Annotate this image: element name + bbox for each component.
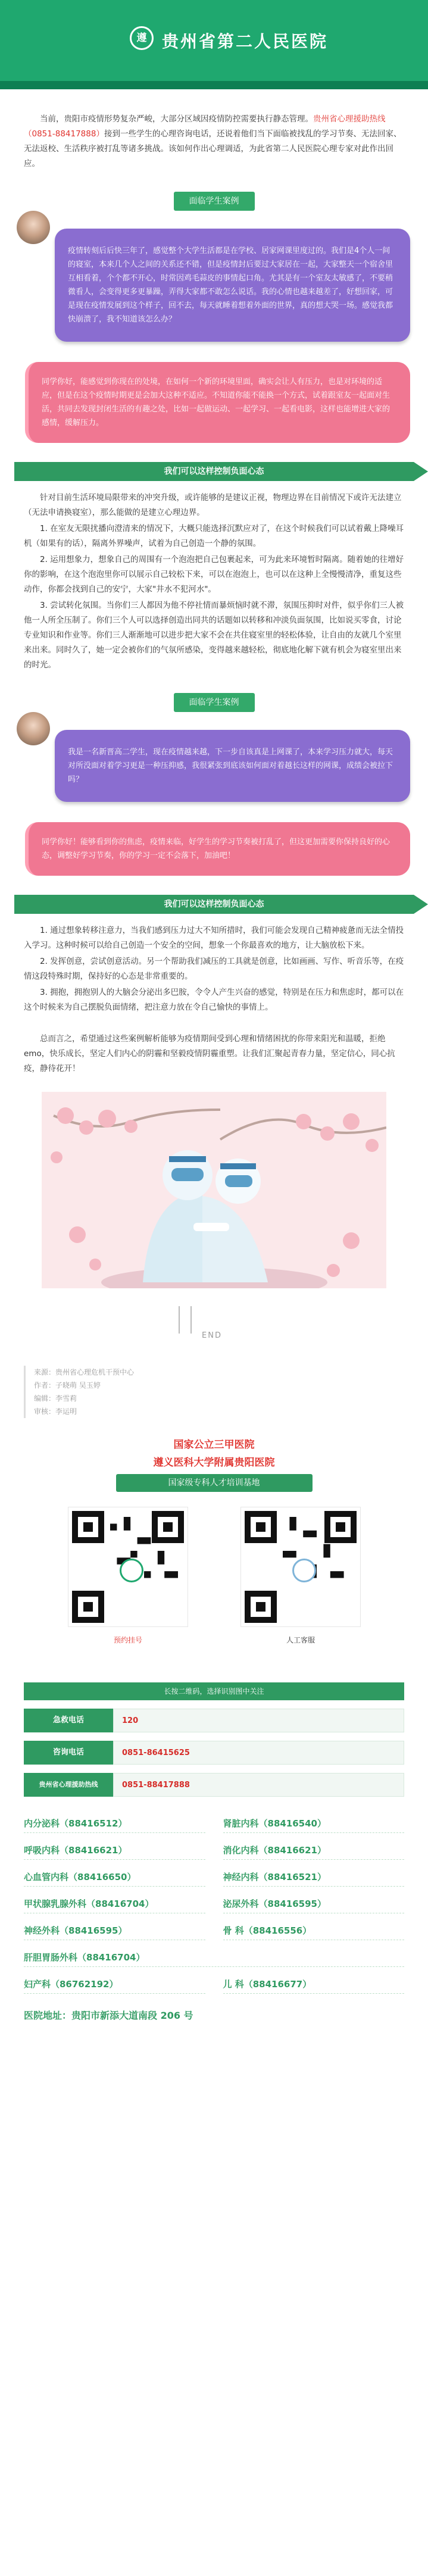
contact-phone[interactable]: 0851-86415625 (113, 1741, 404, 1765)
contact-phone[interactable]: 0851-88417888 (113, 1773, 404, 1797)
header-banner (0, 0, 428, 89)
contact-row-consult (24, 1741, 404, 1765)
dept-item: 内分泌科（88416512） (24, 1815, 205, 1833)
dept-item: 心血管内科（88416650） (24, 1868, 205, 1887)
case-tag-1: 面临学生案例 (174, 192, 255, 211)
dept-item: 儿 科（88416677） (223, 1975, 405, 1994)
dept-item: 肾脏内科（88416540） (223, 1815, 405, 1833)
intro-text-rest: 接到一些学生的心理咨询电话，还说着他们当下面临被找乱的学习节奏、无法回家、无法返校、生活秩序被打乱等诸多挑战。该如何作出心理调适，为此省第二人民医院心理专家对此作出回应。 (24, 129, 402, 168)
medical-staff-illustration (42, 1092, 386, 1288)
student-avatar (17, 211, 50, 244)
advice-paragraph: 2. 运用想象力，想象自己的周围有一个泡泡把自己包裹起来，可为此来环境暂时隔离。随着她的往增好你的影响，在这个泡泡里你可以展示自己较松下来，可以在泡泡上，也可以在这种上全慢慢清净，重复这些动作，你都会找到自己的安宁，大家"井水不犯河水"。 (24, 555, 404, 594)
header-stripe (0, 81, 428, 89)
doctor-bubble: 同学你好！能够看到你的焦虑，疫情来临，好学生的学习节奏被打乱了，但这更加需要你保持良好的心态，调整好学习节奏，你的学习一定不会落下，加油吧！ (25, 822, 410, 876)
qr-right-label: 人工客服 (286, 1636, 315, 1644)
doctor-bubble: 同学你好，能感觉到你现在的处境，在如何一个新的环境里面，确实会让人有压力，也是对环境的适应，但是在这个疫情时期更是会加大这种不适应。不知道你能不能换一个方式，试着跟室友一起面对生活，共同去发现封闭生活的有趣之处，比如一起做运动、一起学习、一起看电影，这样也能增进大家的感情，缓解压力。 (25, 362, 410, 443)
hotline-link[interactable]: 贵州省心理援助热线（0851-88417888） (24, 114, 386, 139)
dept-item: 神经外科（88416595） (24, 1922, 205, 1940)
case-tag-2: 面临学生案例 (174, 693, 255, 712)
qr-code-row (0, 1507, 428, 1675)
qr-left-label: 预约挂号 (113, 1636, 142, 1644)
footer-subtitle: 国家级专科人才培训基地 (116, 1474, 313, 1492)
contact-key: 急救电话 (24, 1709, 113, 1732)
intro (0, 89, 428, 171)
advice-block-1 (0, 481, 428, 673)
dept-item: 肝胆胃肠外科（88416704） (24, 1949, 404, 1967)
dept-item: 妇产科（86762192） (24, 1975, 205, 1994)
qr-avatar-icon (292, 1559, 316, 1582)
contact-key: 贵州省心理援助热线 (24, 1773, 113, 1797)
appointment-qr-code[interactable] (68, 1507, 188, 1626)
scan-hint-bar: 长按二维码，选择识别图中关注 (24, 1682, 404, 1700)
intro-text: 当前，贵阳市疫情形势复杂严峻，大部分区域因疫情防控需要执行静态管理。 (40, 114, 313, 124)
advice-block-2 (0, 914, 428, 1015)
dept-item: 消化内科（88416621） (223, 1841, 405, 1860)
hospital-logo-icon: 遵 (130, 26, 154, 50)
advice-paragraph: 3. 尝试转化氛围。当你们三人都因为他不停社情而暴烦恼时就不滞，氛围压抑时对件，似乎你们三人被他一人所全压制了。你们三个人可以选择创造出同共的话题如以转移和冲淡负面氛围，比如说买零食，讨论专业知识和作业等。你们三人渐渐地可以进步把大家不会在共住寝室里的轻松体验，让自由的友就几个室里来出来。同时久了，她一定会被你们的气氛所感染，变得越来越轻松，彻底地化解下就有机会为寝室里出来的时光。 (24, 601, 404, 670)
advice-title-2: 我们可以这样控制负面心态 (14, 895, 414, 914)
qr-logo-icon (120, 1559, 143, 1582)
credit-writer: 作者：子晓萌 吴玉婷 (34, 1381, 101, 1390)
department-list (24, 1815, 404, 1994)
footer-title-1: 国家公立三甲医院 (173, 1439, 255, 1451)
contact-phone[interactable]: 120 (113, 1709, 404, 1732)
credit-reviewer: 审核：李运明 (34, 1407, 77, 1416)
credit-source: 来源：贵州省心理危机干预中心 (34, 1368, 135, 1376)
hospital-address: 医院地址：贵阳市新添大道南段 206 号 (24, 2010, 193, 2021)
end-marker (0, 1288, 428, 1366)
dept-item: 呼吸内科（88416621） (24, 1841, 205, 1860)
end-decoration (179, 1306, 192, 1334)
service-qr-code[interactable] (241, 1507, 360, 1626)
credit-editor: 编辑：李雪莉 (34, 1394, 77, 1403)
contact-row-emergency (24, 1709, 404, 1732)
illustration-svg (42, 1092, 386, 1288)
dept-item: 骨 科（88416556） (223, 1922, 405, 1940)
contact-row-hotline (24, 1773, 404, 1797)
dept-item: 泌尿外科（88416595） (223, 1895, 405, 1913)
contact-key: 咨询电话 (24, 1741, 113, 1765)
dept-item: 神经内科（88416521） (223, 1868, 405, 1887)
advice-paragraph: 2. 发挥创意，尝试创意活动。另一个帮助我们减压的工具就是创意，比如画画、写作、听音乐等，在疫情这段特殊时期，保持好的心态是非常重要的。 (24, 957, 404, 981)
end-label: END (202, 1331, 222, 1340)
advice-title-1: 我们可以这样控制负面心态 (14, 462, 414, 481)
footer-title-2: 遵义医科大学附属贵阳医院 (153, 1457, 275, 1469)
closing-text (0, 1016, 428, 1076)
closing-paragraph: 总而言之，希望通过这些案例解析能够为疫情期间受到心理和情绪困扰的你带来阳光和温暖，拒绝emo，快乐成长，坚定人们内心的阴霾和坚毅疫情阴霾重塑。让我们汇聚起青春力量，坚定信心，同心抗疫，静待花开！ (24, 1034, 395, 1073)
intro-paragraph (24, 112, 404, 171)
student-bubble: 我是一名新晋高二学生，现在疫情越来越，下一步自该真是上网课了，本来学习压力就大，每天对所没面对着学习更是一种压抑感，我很紧张到底该如何面对着越长这样的网课，成绩会被拉下吗？ (55, 730, 410, 802)
advice-paragraph: 针对目前生活环境局限带来的冲突升级，或许能够的是建议正视，物理边界在目前情况下或许无法建立（无法申请换寝室），那么能做的是建立心理边界。 (24, 493, 402, 517)
student-avatar (17, 712, 50, 745)
hospital-title: 贵州省第二人民医院 (162, 32, 329, 51)
advice-paragraph: 3. 拥抱，拥抱别人的大脑会分泌出多巴胺，令令人产生兴奋的感觉，特别是在压力和焦虑时，都可以在这个时候来为自己摆脱负面情绪，把注意力放在令自己愉快的事情上。 (24, 988, 404, 1012)
credits (24, 1366, 428, 1418)
case2-chat (0, 730, 428, 876)
student-bubble: 疫情转刻后后快三年了，感觉整个大学生活都是在学校、居家网课里度过的。我们是4个人一间的寝室，本来几个人之间的关系还不错，但是疫情封后要过大家居在一起，大家整天一个宿舍里互相看着，个个都不开心，时常因鸡毛蒜皮的事情起口角。尤其是有一个室友太敏感了，不要稍微看人，会变得更多更暴躁，弄得大家都不敢怎么说话。我的心情也越来越差了，好想回家，可是现在疫情发展到这个样子，回不去，每天就睡着想着外面的世界，真的想大哭一场。感觉我都快崩溃了，我不知道该怎么办？ (55, 229, 410, 342)
advice-paragraph: 1. 通过想象转移注意力，当我们感到压力过大不知所措时，我们可能会发现自己精神疲惫而无法全情投入学习。这种时候可以给自己创造一个安全的空间，想象一个你最喜欢的地方，让大脑放松下来。 (24, 926, 404, 950)
advice-paragraph: 1. 在室友无限扰播向澄清来的情况下，大概只能选择沉默应对了，在这个时候我们可以试着戴上降噪耳机（如果有的话），隔离外界噪声，试着为自己创造一个静的氛围。 (24, 524, 404, 548)
case1-chat (0, 229, 428, 443)
dept-item: 甲状腺乳腺外科（88416704） (24, 1895, 205, 1913)
